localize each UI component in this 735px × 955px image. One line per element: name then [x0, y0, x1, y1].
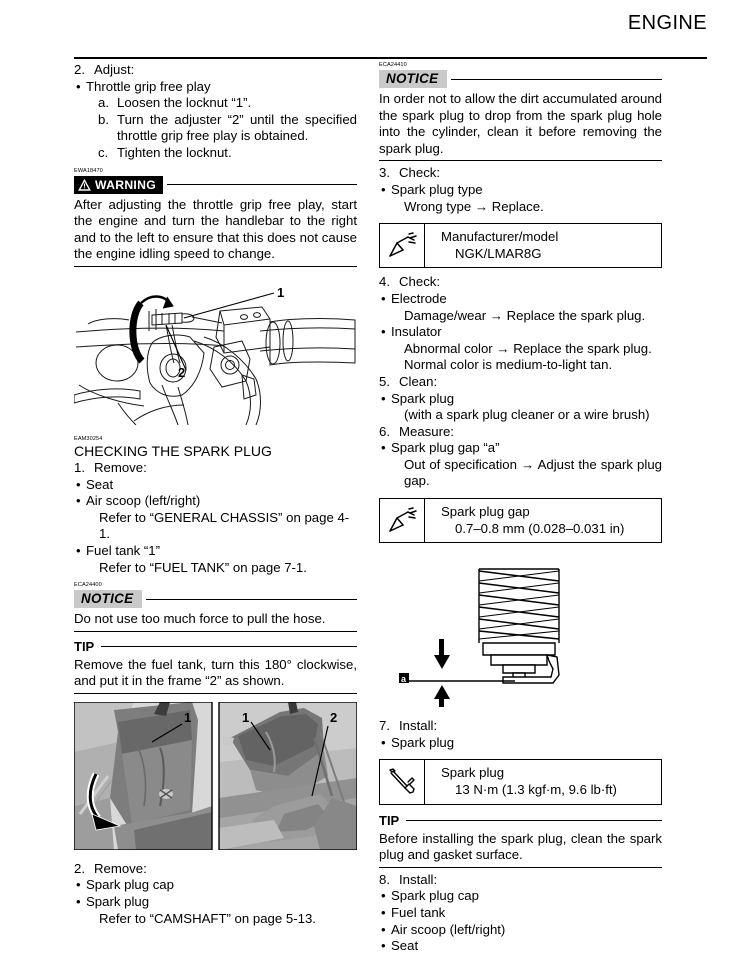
substep-text: Tighten the locknut. [117, 144, 232, 160]
step-number: 4. [379, 274, 390, 290]
step-label: Remove: [94, 459, 147, 475]
step-label: Remove: [94, 860, 147, 876]
step-install-7 [379, 718, 662, 735]
step-label: Check: [399, 274, 441, 290]
warning-body: After adjusting the throttle grip free play, start the engine and turn the handlebar to the right and to the left to ensure that this does not cause the engine idling speed to change. [74, 196, 357, 262]
warning-triangle-icon [78, 179, 91, 191]
spec-value: 13 N·m (1.3 kgf·m, 9.6 lb·ft) [455, 782, 617, 798]
substep-c [74, 145, 357, 162]
note-insulator-normal: Normal color is medium-to-light tan. [404, 357, 613, 373]
step-number: 6. [379, 423, 390, 439]
notice-body: Do not use too much force to pull the hose. [74, 611, 326, 627]
tip-rule [101, 646, 357, 647]
spec-icon-cell [380, 760, 425, 803]
spec-box-manufacturer [379, 223, 662, 268]
bullet-insulator: • Insulator [379, 324, 662, 341]
tip-rule [406, 820, 662, 821]
spec-value: NGK/LMAR8G [455, 245, 542, 261]
callout-2-right: 2 [330, 709, 338, 725]
spec-value: 0.7–0.8 mm (0.028–0.031 in) [455, 520, 625, 536]
notice-rule [451, 79, 662, 80]
step-label: Install: [399, 871, 438, 887]
bullet-air-scoop: • Air scoop (left/right) [74, 493, 357, 510]
warning-code: EWA18470 [74, 167, 103, 174]
tip-banner [74, 639, 357, 654]
tip-badge: TIP [379, 812, 400, 828]
substep-text: Loosen the locknut “1”. [117, 95, 252, 111]
tip-badge: TIP [74, 638, 95, 654]
note-out-of-spec: Out of specification → Adjust the spark plug gap. [404, 456, 662, 489]
spec-content [425, 224, 661, 267]
step-remove-2 [74, 861, 357, 878]
step-install-8 [379, 872, 662, 889]
callout-1-right: 1 [242, 709, 250, 725]
notice-body: In order not to allow the dirt accumulated around the spark plug to drop from the spark plug hole into the cylinder, clean it before removing the spark plug. [379, 91, 662, 156]
notice-code: ECA24400 [74, 582, 102, 589]
bullet-seat: • Seat [74, 477, 357, 494]
step-number: 2. [74, 860, 85, 876]
tip-body: Before installing the spark plug, clean the spark plug and gasket surface. [379, 830, 662, 863]
step-number: 8. [379, 871, 390, 887]
right-column [379, 62, 662, 955]
step-label: Measure: [399, 423, 454, 439]
spec-box-gap [379, 498, 662, 543]
step-number: 1. [74, 459, 85, 475]
notice-bottom-rule [74, 631, 357, 632]
step-label: Check: [399, 165, 441, 181]
bullet-spark-plug-clean: • Spark plug [379, 391, 662, 408]
warning-banner [74, 176, 357, 194]
step-number: 7. [379, 718, 390, 734]
notice-badge: NOTICE [379, 70, 447, 88]
callout-1: 1 [277, 284, 285, 300]
step-adjust [74, 62, 357, 79]
spark-plug-gap-diagram [379, 557, 662, 707]
substep-letter: b. [98, 111, 109, 127]
left-column [74, 62, 357, 927]
callout-a: a [401, 674, 407, 685]
tip-bottom-rule [379, 867, 662, 868]
spec-icon-cell [380, 499, 425, 542]
bullet-install-fuel-tank: • Fuel tank [379, 905, 662, 922]
throttle-adjuster-illustration [74, 275, 357, 425]
substep-text: Turn the adjuster “2” until the specified throttle grip free play is obtained. [117, 111, 357, 144]
notice-banner [379, 70, 662, 88]
step-check-4 [379, 274, 662, 291]
bullet-spark-plug: • Spark plug [74, 894, 357, 911]
warning-rule [167, 184, 357, 185]
substep-letter: c. [98, 144, 109, 160]
substep-a [74, 95, 357, 112]
section-code: EAM30254 [74, 435, 103, 442]
step-check-3 [379, 165, 662, 182]
note-wrong-type: Wrong type → Replace. [404, 198, 544, 214]
torque-wrench-icon [386, 766, 418, 798]
bullet-install-spark-plug-cap: • Spark plug cap [379, 888, 662, 905]
header-divider [74, 57, 707, 59]
spark-plug-gauge-icon [386, 231, 418, 261]
warning-bottom-rule [74, 266, 357, 267]
note-insulator-abnormal: Abnormal color → Replace the spark plug. [404, 340, 652, 356]
spec-title: Manufacturer/model [441, 229, 559, 245]
step-label: Clean: [399, 373, 438, 389]
bullet-spark-plug-gap: • Spark plug gap “a” [379, 440, 662, 457]
bullet-install-seat: • Seat [379, 938, 662, 955]
bullet-spark-plug-cap: • Spark plug cap [74, 877, 357, 894]
notice-code: ECA24410 [379, 62, 407, 68]
step-remove-1 [74, 460, 357, 477]
bullet-install-air-scoop: • Air scoop (left/right) [379, 922, 662, 939]
ref-fuel-tank: Refer to “FUEL TANK” on page 7-1. [99, 559, 307, 575]
tip-body: Remove the fuel tank, turn this 180° clockwise, and put it in the frame “2” as shown. [74, 656, 357, 689]
notice-bottom-rule [379, 160, 662, 161]
ref-camshaft: Refer to “CAMSHAFT” on page 5-13. [99, 910, 316, 926]
notice-rule [146, 599, 357, 600]
step-number: 2. [74, 62, 85, 77]
bullet-throttle-free-play: • Throttle grip free play [74, 79, 357, 96]
tip-bottom-rule [74, 693, 357, 694]
notice-banner [74, 590, 357, 608]
note-cleaner: (with a spark plug cleaner or a wire brush) [404, 407, 650, 423]
ref-general-chassis: Refer to “GENERAL CHASSIS” on page 4-1. [99, 509, 350, 542]
notice-badge: NOTICE [74, 590, 142, 608]
step-number: 5. [379, 373, 390, 389]
tip-banner [379, 813, 662, 828]
note-electrode: Damage/wear → Replace the spark plug. [404, 307, 646, 323]
bullet-install-spark-plug: • Spark plug [379, 735, 662, 752]
step-number: 3. [379, 165, 390, 181]
spec-title: Spark plug gap [441, 504, 530, 520]
section-title: CHECKING THE SPARK PLUG [74, 442, 272, 459]
spark-plug-gauge-icon [386, 506, 418, 536]
bullet-spark-plug-type: • Spark plug type [379, 182, 662, 199]
spec-content [425, 760, 661, 803]
page-header-title: ENGINE [627, 12, 707, 34]
spec-icon-cell [380, 224, 425, 267]
figure-throttle-adjuster [74, 275, 357, 430]
substep-letter: a. [98, 95, 109, 111]
step-label: Install: [399, 718, 438, 734]
warning-badge-label: WARNING [95, 177, 157, 192]
figure-spark-plug-gap [379, 557, 662, 712]
spec-box-torque [379, 759, 662, 804]
step-label: Adjust: [94, 62, 135, 77]
fuel-tank-photos [74, 702, 357, 850]
substep-b [74, 112, 357, 145]
warning-badge [74, 176, 163, 194]
figure-fuel-tank [74, 702, 357, 855]
step-measure-6 [379, 424, 662, 441]
callout-2: 2 [178, 364, 186, 380]
step-clean-5 [379, 374, 662, 391]
bullet-fuel-tank: • Fuel tank “1” [74, 543, 357, 560]
spec-title: Spark plug [441, 765, 505, 781]
bullet-electrode: • Electrode [379, 291, 662, 308]
callout-1-left: 1 [184, 709, 192, 725]
spec-content [425, 499, 661, 542]
